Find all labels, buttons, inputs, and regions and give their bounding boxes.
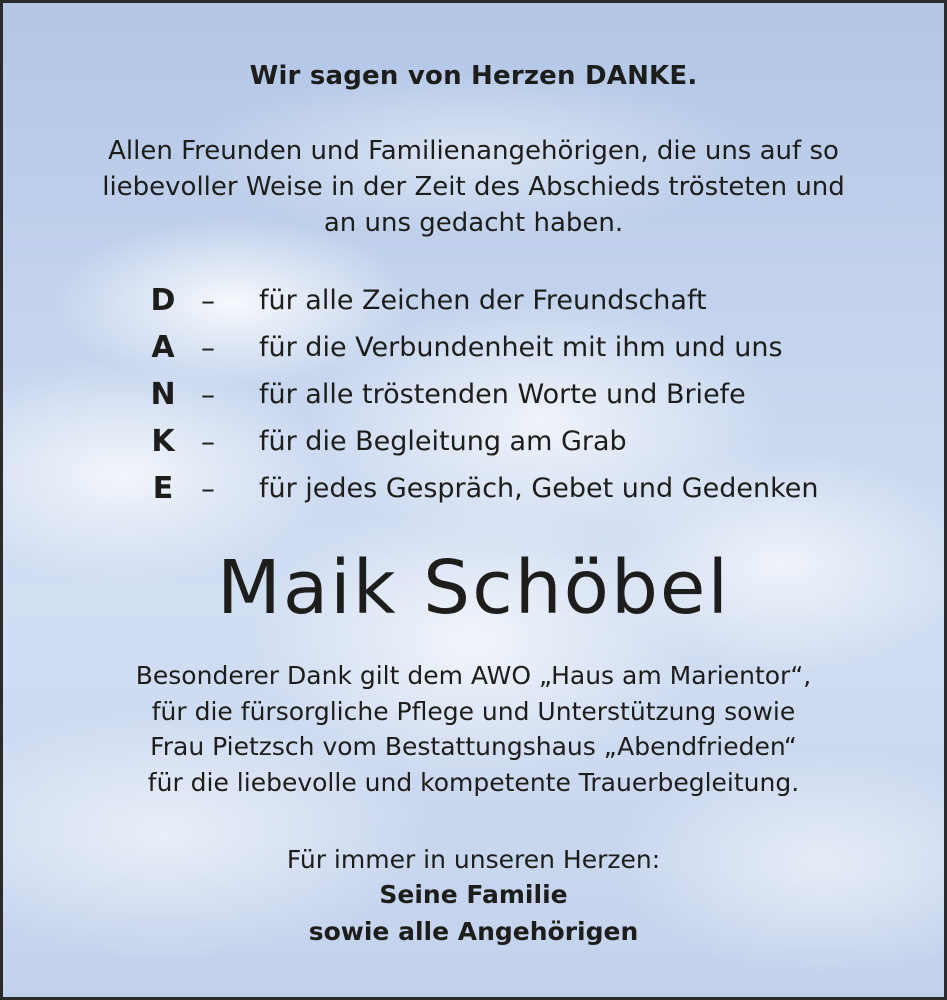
special-thanks-paragraph (33, 658, 914, 800)
acrostic-phrase: für jedes Gespräch, Gebet und Gedenken (259, 473, 819, 504)
acrostic-dash: – (201, 472, 215, 505)
closing-forever: Für immer in unseren Herzen: (286, 845, 661, 874)
deceased-name: Maik Schöbel (216, 545, 731, 631)
acrostic-row-n (3, 375, 944, 422)
acrostic-dash: – (201, 378, 215, 411)
thanks-line: für die fürsorgliche Pflege und Unterstützung sowie (151, 696, 796, 726)
acrostic-phrase: für alle tröstenden Worte und Briefe (259, 379, 746, 410)
acrostic-letter: E (152, 471, 174, 506)
thanks-line: Frau Pietzsch vom Bestattungshaus „Abendfrieden“ (150, 732, 797, 761)
acrostic-row-a (3, 328, 944, 375)
acrostic-letter: D (150, 283, 176, 318)
acrostic-letter: K (151, 424, 175, 459)
intro-paragraph (43, 133, 904, 241)
acrostic-phrase: für alle Zeichen der Freundschaft (259, 285, 707, 316)
closing-family: Seine Familie (379, 880, 568, 909)
thanks-line: Besonderer Dank gilt dem AWO „Haus am Marientor“, (135, 661, 812, 690)
intro-line: Allen Freunden und Familienangehörigen, die uns auf so (108, 136, 839, 166)
acrostic-row-k (3, 422, 944, 469)
acrostic-phrase: für die Begleitung am Grab (259, 426, 627, 457)
acrostic-row-e (3, 469, 944, 516)
acrostic-dash: – (201, 284, 215, 317)
intro-line: an uns gedacht haben. (323, 208, 624, 238)
acrostic-dash: – (201, 425, 215, 458)
closing-relatives: sowie alle Angehörigen (308, 917, 639, 946)
acrostic-phrase: für die Verbundenheit mit ihm und uns (259, 332, 783, 363)
thanks-line: für die liebevolle und kompetente Trauerbegleitung. (147, 767, 800, 797)
acrostic-row-d (3, 281, 944, 328)
acrostic-letter: N (150, 377, 176, 412)
headline: Wir sagen von Herzen DANKE. (249, 61, 698, 91)
acrostic-dash: – (201, 331, 215, 364)
intro-line: liebevoller Weise in der Zeit des Abschieds trösteten und (102, 172, 845, 202)
acrostic-letter: A (151, 330, 175, 365)
danke-acrostic (3, 281, 944, 516)
